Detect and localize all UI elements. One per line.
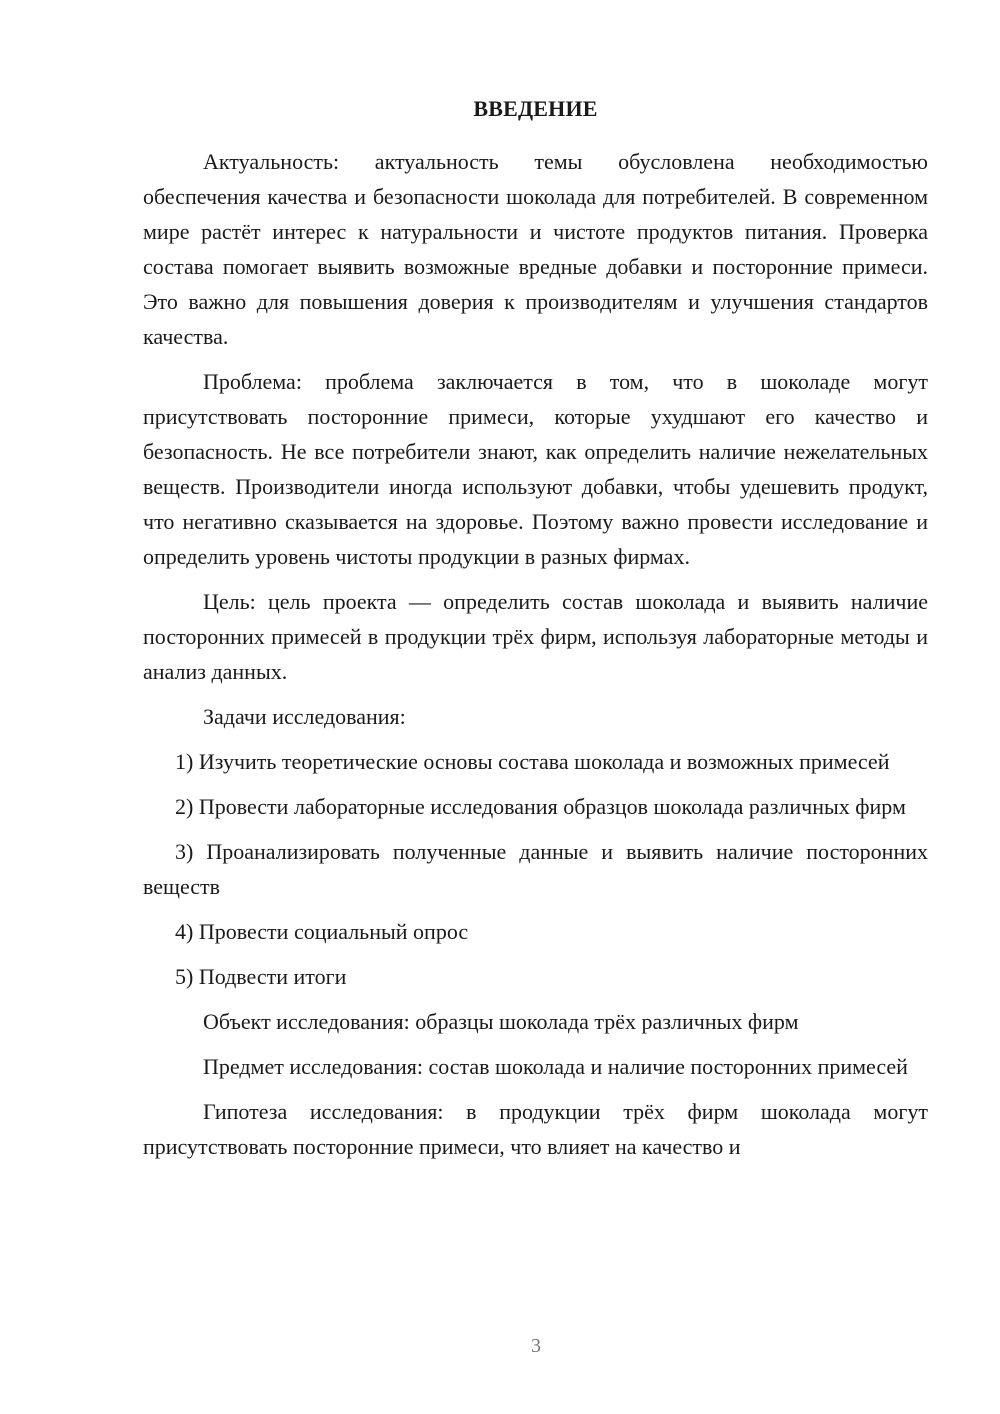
relevance-paragraph: Актуальность: актуальность темы обусловлена необходимостью обеспечения качества и безопасности шоколада для потребителей. В современном мире растёт интерес к натуральности и чистоте продуктов питания. Проверка состава помогает выявить возможные вредные добавки и посторонние примеси. Это важно для повышения доверия к производителям и улучшения стандартов качества. [143, 149, 928, 349]
task-item-1: 1) Изучить теоретические основы состава шоколада и возможных примесей [175, 749, 890, 774]
task-item-3: 3) Проанализировать полученные данные и выявить наличие посторонних веществ [143, 839, 928, 899]
task-item-4: 4) Провести социальный опрос [175, 919, 469, 944]
goal-paragraph: Цель: цель проекта — определить состав шоколада и выявить наличие посторонних примесей в продукции трёх фирм, используя лабораторные методы и анализ данных. [143, 589, 928, 684]
research-subject-paragraph: Предмет исследования: состав шоколада и наличие посторонних примесей [203, 1054, 908, 1079]
hypothesis-paragraph: Гипотеза исследования: в продукции трёх фирм шоколада могут присутствовать посторонние примеси, что влияет на качество и [143, 1099, 928, 1159]
page-number: 3 [531, 1335, 541, 1357]
page-content [143, 94, 928, 1174]
task-item-2: 2) Провести лабораторные исследования образцов шоколада различных фирм [175, 794, 906, 819]
task-item-5: 5) Подвести итоги [175, 964, 347, 989]
problem-paragraph: Проблема: проблема заключается в том, что в шоколаде могут присутствовать посторонние примеси, которые ухудшают его качество и безопасность. Не все потребители знают, как определить наличие нежелательных веществ. Производители иногда используют добавки, чтобы удешевить продукт, что негативно сказывается на здоровье. Поэтому важно провести исследование и определить уровень чистоты продукции в разных фирмах. [143, 369, 928, 569]
tasks-title: Задачи исследования: [203, 704, 406, 729]
page-title: ВВЕДЕНИЕ [473, 96, 598, 121]
research-object-paragraph: Объект исследования: образцы шоколада трёх различных фирм [203, 1009, 799, 1034]
